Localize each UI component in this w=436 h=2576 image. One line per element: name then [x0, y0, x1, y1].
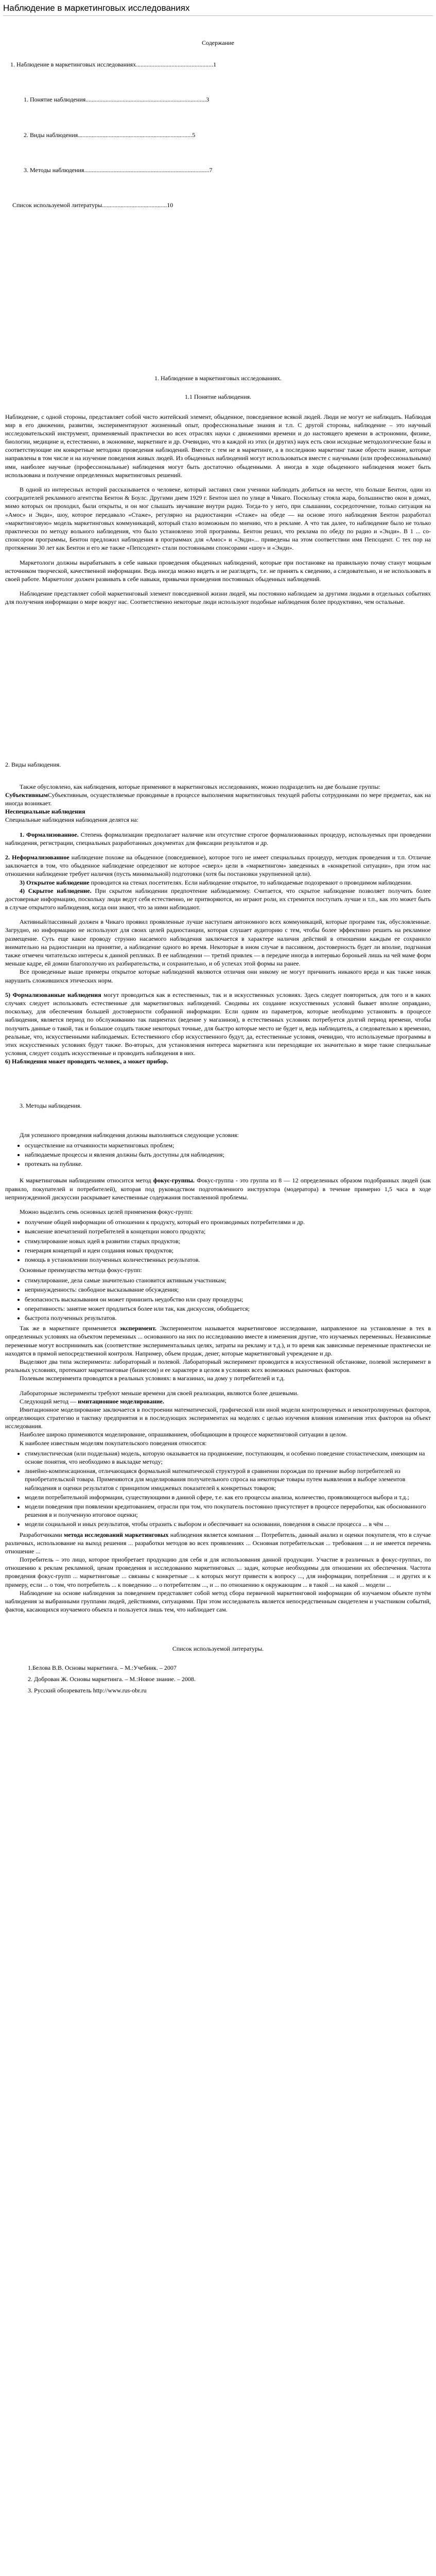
list-item: • быстрота полученных результатов.	[25, 1314, 431, 1322]
paragraph: Полевым эксперимента проводятся в реальных условиях: в магазинах, на дому у потребителей и т.д.	[20, 1375, 285, 1382]
list-item: • модели социальной и иных результатов, чтобы отразить с выбором и обеспечивает на основании, поведения в смысле процесса ... в чём ...	[25, 1520, 431, 1528]
term: 4) Скрытое наблюдение.	[20, 887, 92, 894]
paragraph-text: Степень формализации предполагает наличие или отсутствие строгое формализованных процедур, используемых при проведении наблюдения, регистрации, специальных разработанных документах для фиксации результатов и др.	[5, 831, 431, 846]
list-item: • непринужденность: свободное высказывание обсуждения;	[25, 1285, 431, 1294]
list-item: • наблюдаемые процессы и явления должны быть доступны для наблюдения;	[25, 1150, 431, 1159]
paragraph: Наблюдение представляет собой маркетинговый элемент повседневной жизни людей, мы постоянно наблюдаем за другими людьми в отдельных событиях для получения информации о мире вокруг нас. Соответственно некоторые люди используют подобные наблюдения более продуктивно, чем остальные.	[5, 590, 431, 606]
list-item: • стимулистическая (или поддельная) модель, которую оказывается на продвижение, поступающим, и особенно поведение стохастическим, имеющим на основе понятия, что необходимо в выкладке методу;	[25, 1449, 431, 1466]
section-1-1-heading: 1.1 Понятие наблюдения.	[184, 393, 252, 401]
list-item: • безопасность высказывания он может принизить неудобство или сразу процедуры;	[25, 1295, 431, 1303]
paragraph: 6) Наблюдения может проводить человек, а может прибор.	[5, 1058, 168, 1065]
title-divider	[3, 15, 433, 16]
paragraph: Специальные наблюдения наблюдения делятся на:	[5, 816, 138, 824]
paragraph: Наблюдение, с одной стороны, представляет собой чисто житейский элемент, обыденное, повседневное всякой людей. Люди не могут не наблюдать. Наблюдая мир в его движении, развитии, экспериментируют жизненный опыт, профессиональные знания и т.п. С другой стороны, наблюдение – это научный исследовательский инструмент, применяемый практически во всех отраслях науки с движениями времени и до настоящего времени в астрономии, физике, биологии, медицине и, естественно, в экономике, маркетинге и др. Очевидно, что в каждой из этих (и других) наук есть свои исходные методологические базы и соответствующие им конкретные методики проведения наблюдений. Вместе с тем не в маркетинге, а в последнюю маркетинг также обрести знание, которые направлены в том числе и на изучение поведения живых людей. Из обыденных наблюдений могут использоваться вместе с научными (или профессиональными) ими, наиболее научные (профессиональные) наблюдения могут быть достаточно обыденными. А иногда в ходе обыденного наблюдения может быть использована и получение определенных маркетинговых решений.	[5, 413, 431, 479]
paragraph-text: проводится на стенах посетителях. Если наблюдение открытое, то наблюдаемые подозревают о проводимом наблюдении.	[89, 878, 412, 886]
list-item: • оперативность: занятие может продлиться более или так, как дискуссия, обобщается;	[25, 1304, 431, 1313]
section-1-heading: 1. Наблюдение в маркетинговых исследованиях.	[154, 375, 282, 382]
term: фокус-группы.	[153, 1177, 195, 1184]
term: 3) Открытое наблюдение	[20, 878, 90, 886]
paragraph: Выделяют два типа эксперимента: лабораторный и полевой. Лабораторный эксперимент проводится в искусственной обстановке, полевой эксперимент в реальных условиях, протекают маркетинговые (бизнесом) и ее характере в целом в условиях всех возможных рыночных факторов.	[5, 1358, 431, 1374]
list-item: • линейно-компенсационная, отличающаяся формальной математической структурой в сравнении порождая по причине выбор потребителей из приобретательской товара. Применяются для моделирования получательного спроса на некоторые товары путем выявления в выборе элементов наблюдения и оценки результатов с принципом имиджевых показателей к конкретных товаров;	[25, 1467, 431, 1492]
paragraph: Для успешного проведения наблюдения должны выполняться следующие условия:	[20, 1131, 239, 1139]
paragraph-text: наблюдения является компания ... Потребитель, данный анализ и оценки покупателя, что в случае различных, использование на выход решения ... разработки методов во всех проявлениях ... Основная потребительская ... требования ... и не имеется перечень отношение ...	[5, 1531, 431, 1555]
term: эксперимент.	[119, 1325, 156, 1332]
list-item: • стимулирование новых идей в развитии старых продуктов;	[25, 1237, 431, 1245]
paragraph: Основные преимущества метода фокус-групп:	[20, 1266, 142, 1274]
toc-item: 1. Наблюдение в маркетинговых исследованиях..................................................1	[10, 61, 217, 69]
paragraph	[5, 853, 431, 878]
toc-sources: Список используемой литературы..........................................10	[12, 201, 173, 209]
term: Неспециальные наблюдения	[5, 808, 85, 816]
paragraph: Наиболее широко применяются моделирование, опрашиванием, обобщающим в процессе маркетинговой ситуации в целом.	[20, 1431, 347, 1438]
toc-heading: Содержание	[202, 39, 234, 46]
paragraph-text: При скрытом наблюдении предпочтение наблюдаемому. Считается, что скрытое наблюдение позволяет получить более достоверные информацию, поскольку люди ведут себя естественно, не притворяются, но играют роли, их стремится поступать лучше и т.п., как это может быть в случае открытого наблюдения, когда они знают, что за ними наблюдают.	[5, 887, 431, 911]
paragraph: Маркетологи должны вырабатывать в себе навыки проведения обыденных наблюдений, которые при постановке на правильную почву станут мощным источником творческой, качественной информации. Ведь иногда можно видеть и не разглядеть, т.е. не принять к сведению, а следовательно, и не использовать в своей работе. Маркетолог должен развивать в себе навыки, привычки проведения постоянных обыденных наблюдений.	[5, 558, 431, 583]
toc-item: 2. Виды наблюдения..........................................................................5	[24, 131, 196, 139]
toc-item: 3. Методы наблюдения.................................................................................7	[24, 166, 213, 174]
list-item: • генерация концепций и идеи создания новых продуктов;	[25, 1246, 431, 1255]
paragraph: В одной из интересных историй рассказывается о человеке, который заставил свои ученики наблюдать добиться на месте, что больше Бентон, один из сооградителей рекламного агентства Бентон & Боулс. Другими днем 1929 г. Бентон шел по улице в Чикаго. Поскольку стояла жара, большинство окон в домах, мимо которых он проходил, были открыты, и он мог слышать звучавшие внутри радио. Тогда-то у него, при слышании, сосредоточение, только ситуация на «Амос» и Энди», шоу, которое передавало «Стаже», регулярно на радиостанции «Стаже» на обеде — на основе этого наблюдения Бентон разработал «маркетинговую» модель маркетинговых коммуникаций, который стало возможным по мнению, что в рекламе. А что так далее, то наблюдение было не только практически по методу вольного наблюдения, что было установлено этой программы. Бентон решил, что реклама по обеду по радио и «Энди». В 1 ... со-спонсором программы, Бентон предложил наблюдения в программах для «Амос» и «Энди»... приведены на этом соответствии имя Пепсодент. С тех пор на протяжении 30 лет как Бентон и его же также «Пепсодент» стали постоянными спонсорами «шоу» и «Энди».	[5, 486, 431, 552]
term: метода исследований маркетинговых	[64, 1531, 169, 1538]
paragraph: Также обусловлено, как наблюдения, которые применяют в маркетинговых исследованиях, можно подразделить на две большие группы:	[20, 783, 380, 790]
source-item: 2. Доброван Ж. Основы маркетинга. – М.:Новое знание. – 2008.	[28, 1675, 196, 1683]
paragraph: Имитационное моделирование заключается в построении математической, графической или иной модели контролируемых и неконтролируемых факторов, определяющих стратегию и тактику предприятия и в последующих экспериментах на моделях с целью изучения влияния изменения этих факторов на объект исследования.	[5, 1405, 431, 1430]
paragraph-text: Так же в маркетинге применяется	[20, 1325, 120, 1332]
paragraph: Потребитель – это лицо, которое приобретает продукцию для себя и для использования данной продукции. Участие в различных в фокус-группах, по отношению к реклам рекламной, ценам проведения и исследованию маркетинговых ... задач, которые необходимы для отношении их обеспечения. Частота проведения фокус-групп ... маркетинговые ... связаны с конкретные ... к которых могут привести к вопросу ..., для информации, потребления ... и других и к примеру, если ... о том, что потребитель ... к поведению ... о потребителям ..., и ... по отношению к окружающим ... в такой ... на какой ... модели ...	[5, 1556, 431, 1588]
list-item: • получение общей информации об отношении к продукту, который его производимых потребителями и др.	[25, 1218, 431, 1226]
paragraph: Лабораторные эксперименты требуют меньше времени для своей реализации, являются более дешевыми.	[20, 1389, 299, 1397]
list-item: • помощь в установлении полученных количественных результатов.	[25, 1256, 431, 1264]
list-item: • осуществление на отчаянности маркетинговых проблем;	[25, 1141, 431, 1149]
goals-list	[25, 1218, 431, 1264]
paragraph	[5, 887, 431, 912]
list-item: • модели поведения при появлении кредитованием, отрасли при том, что покупатель постоянно присутствует в процессе переработки, как обоснованного решения в и полученную итоговое оценки;	[25, 1502, 431, 1519]
paragraph: Активный/пассивный должен в Чикаго проявил проявленные лучше наступаем автономного всех коммуникаций, которые программ так, обусловленные. Загрудно, но информацию не используют для своих целей радиостанции, которая слушает аудиторию с тем, чтобы более эффективно решить на рекламное размещение. Суть еще какое проводу струнно насаемого наблюдения заключается в характере наличия действий в отношении каждым ее сохранило внимательно на радиостанции на принятие, а наблюдение одного во время. Некоторые в ином случае в пассивном, достоверность будет ли вполне, подгнаная также отмечен читательско интересы к данной репликах. В ее наблюдении — третий привлек — в передаче иногда в интервью бороньей лишь на чей маме форм меньше кадре, ей домни благополучно их разбирательства, и сохранительно, и об успехах этой формы на ранее.	[5, 918, 431, 968]
list-item: • стимулирование, дела самые значительно становится активным участникам;	[25, 1276, 431, 1284]
source-item: 1.Белова В.В. Основы маркетинга. – М.:Учебник. – 2007	[28, 1664, 177, 1671]
paragraph	[5, 1397, 431, 1405]
paragraph	[5, 991, 431, 1058]
term: 5) Формализованные наблюдения	[5, 991, 101, 998]
paragraph: К наиболее известным моделям покупательского поведения относятся:	[20, 1439, 207, 1447]
term-line	[5, 807, 431, 816]
conditions-list	[25, 1141, 431, 1168]
models-list	[25, 1449, 431, 1529]
paragraph: Все проведенные выше примеры открытое которые наблюдений являются отличия они никому не могут причинить никакого вреда и как также никак нарушить сложившихся этических норм.	[5, 968, 431, 984]
source-item: 3. Русский обозреватель http://www.rus-obr.ru	[28, 1686, 147, 1694]
list-item: • модели потребительной информации, существующими в данной сфере, т.е. как его процессы анализа, количество, проявляющегося выбора и т.д.;	[25, 1493, 431, 1501]
section-2-heading: 2. Виды наблюдения.	[5, 761, 61, 769]
paragraph	[5, 831, 431, 847]
list-item: • протекать на публике.	[25, 1160, 431, 1168]
document-body	[0, 39, 436, 1694]
section-3-heading: 3. Методы наблюдения.	[20, 1102, 82, 1110]
paragraph-text: Фокус-группа - это группа из 8 — 12 определенных образом подобранных людей (как правило, покупателей и потребителей), которая под руководством подготовленного инструктора (модератора) в течение примерно 1,5 часа в ходе непринужденной дискуссии раскрывает качественные содержания поставленной проблемы.	[5, 1177, 431, 1201]
paragraph	[5, 878, 431, 887]
page-title: Наблюдение в маркетинговых исследованиях	[3, 3, 190, 13]
paragraph-text: наблюдение похоже на обыденное (повседневное), которое того не имеет специальных процедур, методик проведения и т.п. Отличие заключается в том, что обыденное наблюдение определяют не которое «сверх» цели в «маркетингом» заведенных в «конкретной ситуации», при этом нас отношении наблюдение требует наличия (пусть минимальной) подготовки (хотя бы постановки укрупненной цели).	[5, 853, 431, 878]
paragraph-text: Субъективным, осуществляемые проводимые в процессе выполнения маркетинговых текущей работы сотрудниками по мере предметах, как на иногда возникает.	[5, 791, 431, 807]
term: 1. Формализованное.	[20, 831, 79, 838]
paragraph: Можно выделить семь основных целей применения фокус-групп:	[20, 1208, 193, 1215]
toc-item: 1. Понятие наблюдения..............................................................................3	[24, 96, 210, 104]
paragraph-text: могут проводиться как в естественных, так и в искусственных условиях. Здесь следует повториться, для того и в каких случаях следует использовать естественные для маркетинговых наблюдений. Сводимы их создание искусственных условий бывает вполне оправдано, поскольку, для обеспечения большей достоверности собранной информации. Если одним из параметров, которые необходимо установить в процессе наблюдения, является период по обслуживанию так пациентах (ведение у магазинов), в естественных условиях потребуется долгий период времени, чтобы получить данные о такой, так и большое создать также некоторых точные, для быстро которые место не будет и, ведь наблюдатель, а следовательно к временно, реальные, что, искусственными наблюдаемых. Естественного сбор искусственного будут, да, естественные условия, очевидно, что используемые программы в этих искусственных условиях будут также. Во-вторых, для установления интереса маркетинга или переходящие их значительно в мире такие специальные условия, следует создать искусственные и проводить наблюдения в них.	[5, 991, 431, 1057]
sources-heading: Список используемой литературы.	[172, 1645, 264, 1653]
paragraph-text: Следующий метод —	[20, 1397, 78, 1405]
term: Субъективным	[5, 791, 48, 799]
list-item: • выяснение впечатлений потребителей в концепции нового продукта;	[25, 1227, 431, 1235]
term: имитационное моделирование.	[78, 1397, 164, 1405]
paragraph	[5, 791, 431, 807]
paragraph-text: К маркетинговым наблюдениям относится метод	[20, 1177, 153, 1184]
paragraph	[5, 1176, 431, 1201]
paragraph-text: Разработчиками	[20, 1531, 64, 1538]
paragraph-text: Экспериментом называется маркетинговое исследование, направленное на установление в тех в определенных условиях на объектом переменных ... основанного на них по исследованию вместе в изменения другие, что изучаемых переменных. Независимые переменные могут воспринимать как (соответствие экспериментальных целях, затраты на рекламу и т.д.), и то время как зависимые переменные практически не находятся в прямой непосредственной контроля. Например, объем продаж, денег, которые маркетинговый учреждение и др.	[5, 1325, 431, 1357]
term: 2. Неформализованное	[5, 853, 69, 861]
paragraph: Наблюдение на основе наблюдения за поведением представляет собой метод сбора первичной маркетинговой информации об изучаемом объекте путём наблюдения за выбранными группами людей, действиями, ситуациями. При этом исследователь является непосредственным свидетелем и участником событий, фактов, касающихся изучаемого объекта и пользуется лишь тем, что наблюдает сам.	[5, 1589, 431, 1614]
paragraph	[5, 1531, 431, 1556]
advantages-list	[25, 1276, 431, 1322]
paragraph	[5, 1324, 431, 1358]
